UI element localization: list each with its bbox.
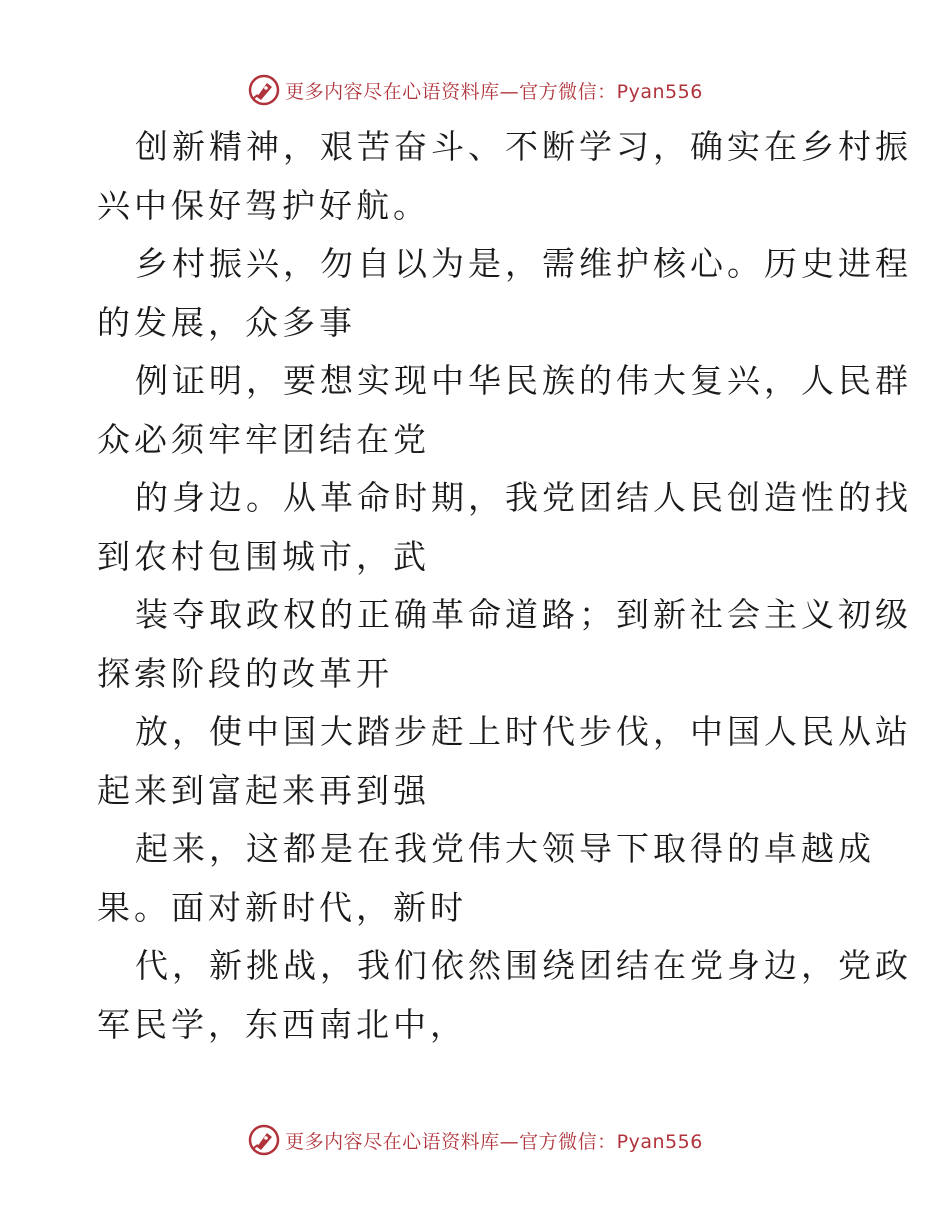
body-line: 到农村包围城市，武 <box>97 536 430 576</box>
header-banner <box>0 70 950 110</box>
body-line: 代，新挑战，我们依然围绕团结在党身边，党政 <box>135 946 912 985</box>
body-line: 乡村振兴，勿自以为是，需维护核心。历史进程 <box>135 244 912 283</box>
body-line: 起来到富起来再到强 <box>97 770 430 810</box>
body-line: 例证明，要想实现中华民族的伟大复兴，人民群 <box>135 361 912 400</box>
body-line: 兴中保好驾护好航。 <box>97 185 430 225</box>
body-line: 众必须牢牢团结在党 <box>97 419 430 459</box>
footer-banner <box>0 1120 950 1160</box>
footer-text: 更多内容尽在心语资料库—官方微信：Pyan556 <box>285 1130 703 1153</box>
body-line: 起来，这都是在我党伟大领导下取得的卓越成 <box>135 829 875 868</box>
body-line: 的身边。从革命时期，我党团结人民创造性的找 <box>135 478 912 517</box>
body-line: 军民学，东西南北中， <box>97 1004 467 1044</box>
body-line: 的发展，众多事 <box>97 302 356 342</box>
body-line: 创新精神，艰苦奋斗、不断学习，确实在乡村振 <box>135 127 912 166</box>
body-line: 装夺取政权的正确革命道路；到新社会主义初级 <box>135 595 912 634</box>
pen-nib-icon <box>247 1123 281 1157</box>
body-line: 放，使中国大踏步赶上时代步伐，中国人民从站 <box>135 712 912 751</box>
body-line: 探索阶段的改革开 <box>97 653 393 693</box>
header-text: 更多内容尽在心语资料库—官方微信：Pyan556 <box>285 80 703 103</box>
document-body <box>97 118 912 1054</box>
body-line: 果。面对新时代，新时 <box>97 887 467 927</box>
pen-nib-icon <box>247 73 281 107</box>
